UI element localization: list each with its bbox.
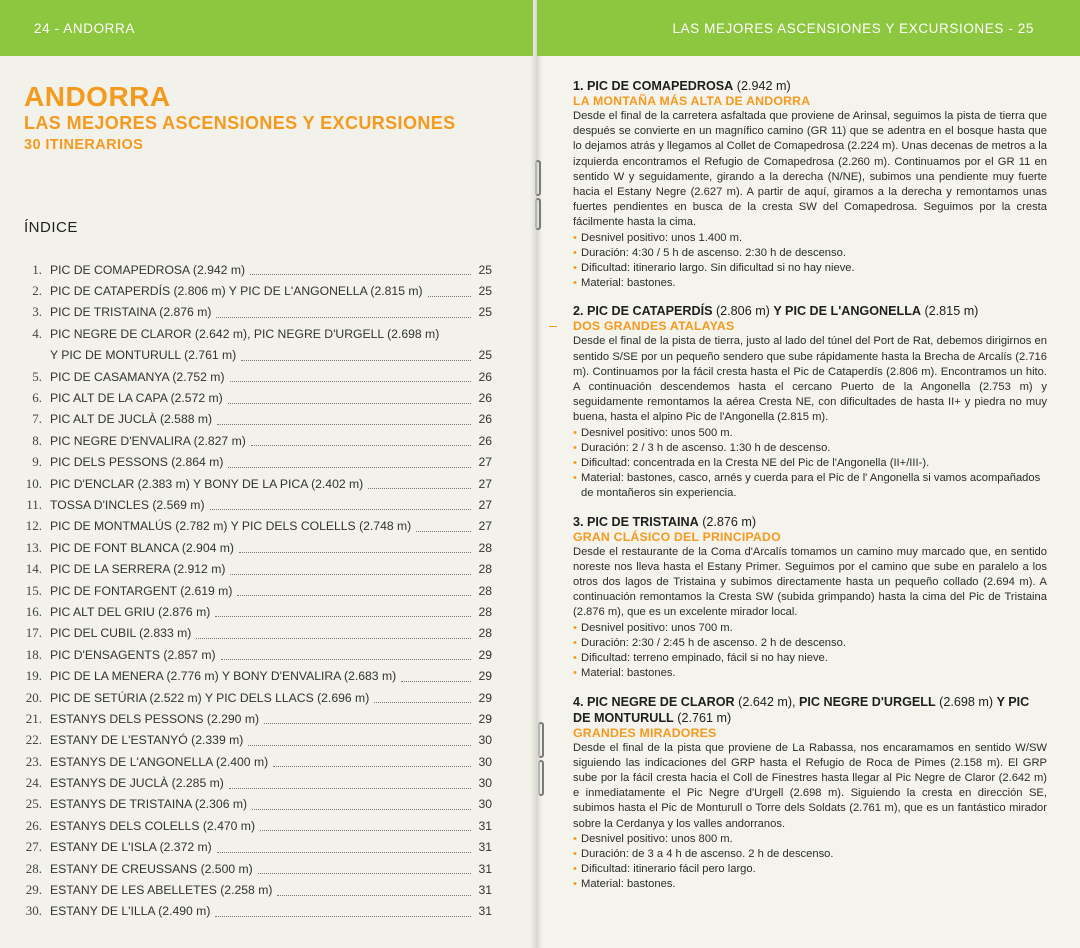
toc-row [20,558,492,579]
itinerary-title-peak: 4. PIC NEGRE DE CLAROR [573,694,735,709]
toc-row [20,259,492,280]
toc-leader-dots [228,403,471,404]
toc-page-number: 31 [478,818,492,833]
itinerary-detail-item: • Desnivel positivo: unos 700 m. [573,621,1047,636]
toc-number: 19. [25,668,42,684]
page-title: ANDORRA [24,81,171,112]
toc-number: 26. [25,817,42,833]
toc-page-number: 30 [478,797,492,812]
toc-leader-dots [229,788,471,789]
itinerary-title-peak: Y PIC DE L'ANGONELLA [773,304,921,319]
toc-number: 15. [25,582,42,598]
table-of-contents [20,259,492,922]
toc-label: PIC D'ENCLAR (2.383 m) Y BONY DE LA PICA (2.402 m) [50,476,364,491]
toc-label: PIC D'ENSAGENTS (2.857 m) [50,647,216,662]
toc-leader-dots [260,830,471,831]
toc-row [20,494,492,515]
itinerary-title [573,694,1047,726]
itinerary-detail-item: • Duración: de 3 a 4 h de ascenso. 2 h de descenso. [573,847,1047,862]
toc-label: PIC ALT DE LA CAPA (2.572 m) [50,391,223,406]
toc-number: 28. [25,860,42,876]
toc-number: 13. [25,539,42,555]
toc-number: 17. [25,625,42,641]
toc-page-number: 28 [478,562,492,577]
toc-leader-dots [368,488,471,489]
toc-number: 8. [32,432,42,448]
toc-row [20,837,492,858]
toc-row [20,751,492,772]
toc-page-number: 26 [478,433,492,448]
toc-label: ESTANYS DE TRISTAINA (2.306 m) [50,797,248,812]
toc-label: PIC ALT DE JUCLÀ (2.588 m) [50,412,213,427]
toc-label: ESTANY DE LES ABELLETES (2.258 m) [50,883,273,898]
toc-leader-dots [251,445,471,446]
toc-page-number: 31 [478,904,492,919]
itinerary-list [573,78,1047,905]
itinerary-title-peak: 2. PIC DE CATAPERDÍS [573,304,713,319]
itinerary-detail-item: • Material: bastones. [573,276,1047,291]
toc-label: ESTANY DE CREUSSANS (2.500 m) [50,861,253,876]
toc-page-number: 26 [478,412,492,427]
toc-label: PIC DELS PESSONS (2.864 m) [50,455,224,470]
toc-row [20,280,492,301]
toc-page-number: 27 [478,455,492,470]
toc-number: 14. [25,561,42,577]
itinerary-detail-item: • Desnivel positivo: unos 1.400 m. [573,231,1047,246]
page-subtitle: LAS MEJORES ASCENSIONES Y EXCURSIONES [24,113,456,133]
itinerary-title-peak: Y PIC DE MONTURULL [573,694,1030,725]
binding-ring [538,760,544,796]
toc-page-number: 26 [478,369,492,384]
toc-label: PIC DE SETÚRIA (2.522 m) Y PIC DELS LLACS (2.696 m) [50,690,370,705]
toc-leader-dots [217,852,471,853]
itinerary-detail-item: • Material: bastones, casco, arnés y cuerda para el Pic de l' Angonella si vamos acompañados de montañeros sin experiencia. [573,471,1047,501]
itinerary-details [573,426,1047,502]
toc-label: PIC ALT DEL GRIU (2.876 m) [50,604,211,619]
left-header-bar [0,0,533,56]
itinerary-description: Desde el final de la carretera asfaltada que proviene de Arinsal, seguimos la pista de tierra que después se convierte en un magnífico camino (GR 11) que se adentra en el bosque hasta que lo dejamos atrás y llegamos al Collet de Comapedrosa (2.224 m). Unas decenas de metros a la izquierda encontramos el Refugio de Comapedrosa (2.260 m). Continuamos por el GR 11 en sentido W y seguidamente, girando a la derecha (N/NE), subimos una pendiente muy fuerte hacia el Estany Negre (2.627 m). A partir de aquí, giramos a la derecha y remontamos unas fuertes pendientes en busca de la cresta SW del Comapedrosa. Seguimos por la cresta fácilmente hasta la cima. [573,110,1047,229]
toc-page-number: 28 [478,540,492,555]
itinerary-detail-item: • Material: bastones. [573,666,1047,681]
itinerary-entry [573,303,1047,501]
itinerary-title-peak: 1. PIC DE COMAPEDROSA [573,79,734,93]
itinerary-title [573,514,1047,530]
itinerary-detail-item: • Duración: 4:30 / 5 h de ascenso. 2:30 h de descenso. [573,246,1047,261]
toc-number: 11. [26,496,42,512]
toc-label: ESTANYS DE L'ANGONELLA (2.400 m) [50,754,269,769]
toc-leader-dots [228,467,471,468]
toc-leader-dots [401,681,471,682]
toc-label: ESTANYS DELS PESSONS (2.290 m) [50,711,260,726]
right-header-text: LAS MEJORES ASCENSIONES Y EXCURSIONES - 25 [672,20,1034,36]
itinerary-title-altitude: (2.942 m) [733,79,791,93]
binding-ring [538,722,544,758]
toc-page-number: 29 [478,690,492,705]
toc-leader-dots [277,895,471,896]
toc-page-number: 31 [478,861,492,876]
toc-page-number: 25 [478,305,492,320]
toc-label: PIC NEGRE D'ENVALIRA (2.827 m) [50,433,246,448]
title-block [24,82,456,155]
toc-row [20,730,492,751]
toc-row [20,815,492,836]
toc-row [20,387,492,408]
toc-leader-dots [216,317,471,318]
toc-leader-dots [416,531,471,532]
toc-page-number: 27 [478,497,492,512]
toc-row [20,409,492,430]
toc-number: 29. [25,882,42,898]
itinerary-title-peak: PIC NEGRE D'URGELL [799,694,936,709]
toc-row [20,580,492,601]
toc-page-number: 27 [478,519,492,534]
toc-number: 5. [32,368,42,384]
toc-page-number: 28 [478,626,492,641]
toc-row [20,366,492,387]
binding-ring [535,160,541,196]
toc-leader-dots [239,552,471,553]
itinerary-description: Desde el restaurante de la Coma d'Arcalís tomamos un camino muy marcado que, en sentido noreste nos lleva hasta el Estany Primer. Seguimos por el camino que sube en paralelo a los otros dos lagos de Tristaina y subimos directamente hasta un pequeño collado (2.694 m). A continuación remontamos la Cresta SW (subida grimpando) hasta la cima del Pic de Tristaina (2.876 m), que es un excelente mirador local. [573,545,1047,619]
itinerary-details [573,832,1047,893]
toc-row [20,516,492,537]
toc-page-number: 29 [478,711,492,726]
itinerary-subtitle: LA MONTAÑA MÁS ALTA DE ANDORRA [573,94,811,108]
itinerary-subtitle: GRANDES MIRADORES [573,725,717,740]
toc-leader-dots [428,296,471,297]
page-subtitle-count: 30 ITINERARIOS [24,137,144,153]
toc-leader-dots [221,659,471,660]
toc-leader-dots [230,574,471,575]
toc-row [20,901,492,922]
toc-page-number: 25 [478,348,492,363]
toc-leader-dots [252,809,471,810]
toc-number: 23. [25,753,42,769]
toc-label: PIC DE LA SERRERA (2.912 m) [50,562,226,577]
itinerary-detail-item: • Duración: 2:30 / 2:45 h de ascenso. 2 h de descenso. [573,636,1047,651]
toc-row [20,665,492,686]
toc-page-number: 27 [478,476,492,491]
toc-label: ESTANYS DELS COLELLS (2.470 m) [50,818,256,833]
toc-leader-dots [374,702,471,703]
itinerary-title [573,303,1047,319]
toc-row [20,537,492,558]
itinerary-title-altitude: (2.806 m) [712,304,774,319]
itinerary-title [573,78,1047,94]
margin-mark [549,326,557,327]
toc-page-number: 30 [478,754,492,769]
toc-number: 6. [32,390,42,406]
toc-row [20,687,492,708]
left-header-text: 24 - ANDORRA [34,20,135,36]
toc-leader-dots [248,745,471,746]
toc-row [20,623,492,644]
toc-leader-dots [215,616,471,617]
itinerary-details [573,621,1047,682]
itinerary-title-altitude: (2.698 m) [935,694,997,709]
toc-page-number: 29 [478,647,492,662]
itinerary-details [573,231,1047,292]
index-heading: ÍNDICE [24,219,78,236]
itinerary-entry [573,694,1047,893]
toc-leader-dots [237,595,471,596]
itinerary-title-altitude: (2.642 m), [734,694,800,709]
toc-number: 24. [25,775,42,791]
toc-number: 9. [32,454,42,470]
toc-label: PIC DE FONT BLANCA (2.904 m) [50,540,234,555]
toc-label: PIC DE COMAPEDROSA (2.942 m) [50,262,246,277]
toc-leader-dots [258,873,471,874]
itinerary-detail-item: • Duración: 2 / 3 h de ascenso. 1:30 h de descenso. [573,441,1047,456]
itinerary-title-altitude: (2.761 m) [673,710,732,725]
toc-row [20,772,492,793]
toc-number: 27. [25,839,42,855]
toc-page-number: 31 [478,883,492,898]
toc-leader-dots [230,381,471,382]
toc-leader-dots [210,509,472,510]
toc-row [20,794,492,815]
toc-number: 30. [25,903,42,919]
toc-page-number: 26 [478,391,492,406]
toc-label: PIC DE CASAMANYA (2.752 m) [50,369,225,384]
toc-number: 3. [32,304,42,320]
toc-label: PIC DE CATAPERDÍS (2.806 m) Y PIC DE L'ANGONELLA (2.815 m) [50,284,423,299]
toc-page-number: 25 [478,262,492,277]
toc-label: PIC DE TRISTAINA (2.876 m) [50,305,212,320]
toc-label: Y PIC DE MONTURULL (2.761 m) [50,348,237,363]
itinerary-description: Desde el final de la pista de tierra, justo al lado del túnel del Port de Rat, debemos dirigirnos en sentido S/SE por un pequeño sendero que sube rápidamente hasta la Brecha de Arcalís (2.716 m). Continuamos por la fácil cresta hasta el Pic de Cataperdís (2.806 m). Encontramos un hito. A continuación descendemos hasta el cercano Puerto de la Angonella (2.753 m) y seguidamente remontamos la aérea Cresta NE, con dificultades de hasta II+ y piedra no muy buena, hasta el alpino Pic de l'Angonella (2.815 m). [573,335,1047,424]
toc-leader-dots [196,638,471,639]
toc-leader-dots [264,723,471,724]
toc-leader-dots [217,424,471,425]
toc-label: PIC DE FONTARGENT (2.619 m) [50,583,233,598]
toc-label: ESTANY DE L'ESTANYÓ (2.339 m) [50,733,244,748]
toc-label: PIC DEL CUBIL (2.833 m) [50,626,192,641]
toc-label: PIC DE MONTMALÚS (2.782 m) Y PIC DELS COLELLS (2.748 m) [50,519,412,534]
toc-row [20,452,492,473]
itinerary-detail-item: • Dificultad: itinerario fácil pero largo. [573,862,1047,877]
toc-row [20,473,492,494]
itinerary-entry [573,514,1047,682]
toc-page-number: 30 [478,776,492,791]
toc-label: ESTANY DE L'ISLA (2.372 m) [50,840,212,855]
toc-leader-dots [273,766,471,767]
toc-page-number: 28 [478,604,492,619]
toc-row [20,601,492,622]
toc-row [20,708,492,729]
itinerary-title-altitude: (2.815 m) [920,304,979,319]
itinerary-title-altitude: (2.876 m) [698,514,757,529]
toc-number: 12. [25,518,42,534]
toc-number: 20. [25,689,42,705]
itinerary-detail-item: • Desnivel positivo: unos 500 m. [573,426,1047,441]
toc-label: PIC DE LA MENERA (2.776 m) Y BONY D'ENVALIRA (2.683 m) [50,669,397,684]
itinerary-subtitle: DOS GRANDES ATALAYAS [573,319,735,334]
toc-number: 18. [25,646,42,662]
toc-number: 16. [25,603,42,619]
binding-ring [535,198,541,230]
book-gutter [530,0,542,948]
toc-number: 7. [32,411,42,427]
toc-number: 1. [32,261,42,277]
toc-number: 25. [25,796,42,812]
right-header-bar [537,0,1080,56]
toc-row [20,302,492,323]
itinerary-detail-item: • Material: bastones. [573,877,1047,892]
toc-row [20,644,492,665]
toc-number: 10. [25,475,42,491]
toc-label: ESTANY DE L'ILLA (2.490 m) [50,904,211,919]
itinerary-title-peak: 3. PIC DE TRISTAINA [573,514,699,529]
itinerary-entry [573,78,1047,291]
itinerary-subtitle: GRAN CLÁSICO DEL PRINCIPADO [573,529,781,544]
toc-row [20,323,492,344]
toc-label: PIC NEGRE DE CLAROR (2.642 m), PIC NEGRE D'URGELL (2.698 m) [50,326,440,341]
toc-row [20,858,492,879]
toc-page-number: 25 [478,284,492,299]
itinerary-detail-item: • Dificultad: itinerario largo. Sin dificultad si no hay nieve. [573,261,1047,276]
toc-row [20,430,492,451]
toc-page-number: 31 [478,840,492,855]
toc-page-number: 29 [478,669,492,684]
toc-leader-dots [250,274,471,275]
toc-page-number: 28 [478,583,492,598]
itinerary-description: Desde el final de la pista que proviene de La Rabassa, nos encaramamos en sentido W/SW siguiendo las indicaciones del GRP hasta el Refugio de Roca de Pimes (2.158 m). El GRP sube por la fácil cresta hacia el Coll de Finestres hasta llegar al Pic Negre de Claror (2.642 m) e inmediatamente el Pic Negre d'Urgell (2.698 m). Siguiendo la cresta en dirección SE, subimos hasta el Pic de Monturull o Torre dels Soldats (2.761 m), que es un fantástico mirador sobre la Cerdanya y los valles andorranos. [573,741,1047,830]
toc-number: 4. [32,325,42,341]
toc-row [20,879,492,900]
toc-number: 22. [25,732,42,748]
toc-page-number: 30 [478,733,492,748]
itinerary-detail-item: • Dificultad: terreno empinado, fácil si no hay nieve. [573,651,1047,666]
toc-label: TOSSA D'INCLES (2.569 m) [50,497,205,512]
toc-leader-dots [215,916,471,917]
toc-label: ESTANYS DE JUCLÀ (2.285 m) [50,776,224,791]
toc-number: 21. [25,710,42,726]
itinerary-detail-item: • Desnivel positivo: unos 800 m. [573,832,1047,847]
toc-row [20,345,492,366]
itinerary-detail-item: • Dificultad: concentrada en la Cresta NE del Pic de l'Angonella (II+/III-). [573,456,1047,471]
toc-number: 2. [32,283,42,299]
toc-leader-dots [241,360,471,361]
